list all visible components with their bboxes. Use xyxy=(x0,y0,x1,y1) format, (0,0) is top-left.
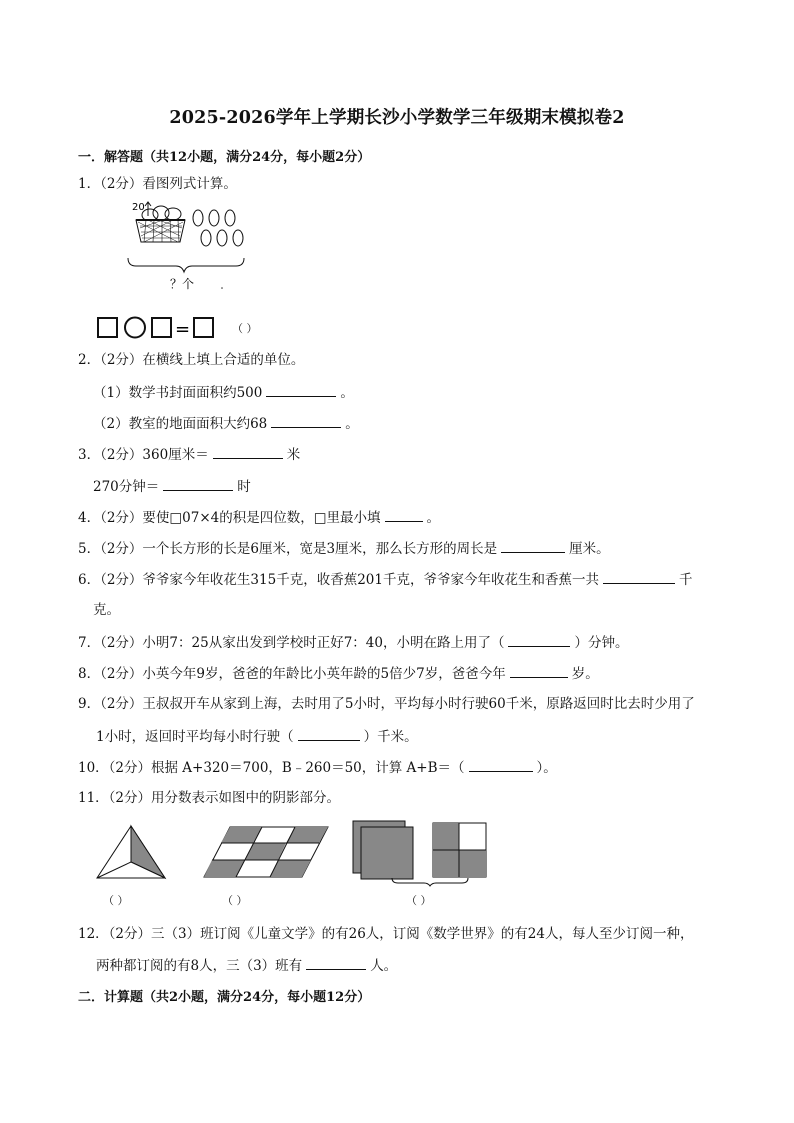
section-1-heading: 一．解答题（共12小题，满分24分，每小题2分） xyxy=(78,150,371,165)
page-title: 2025-2026学年上学期长沙小学数学三年级期末模拟卷2 xyxy=(169,108,625,128)
equation-boxes xyxy=(97,316,227,340)
answer-blank[interactable] xyxy=(385,507,423,522)
brace-label: ？个 xyxy=(170,277,195,291)
parallelogram-figure xyxy=(204,826,332,878)
q11-answer-paren-1: （ ） xyxy=(103,894,129,907)
section-2-heading: 二．计算题（共2小题，满分24分，每小题12分） xyxy=(78,990,371,1005)
question-3: 3．（2分）360厘米＝ 米 xyxy=(78,444,300,465)
answer-blank[interactable] xyxy=(508,632,570,647)
answer-blank[interactable] xyxy=(266,382,336,397)
question-4: 4．（2分）要使□07×4的积是四位数，□里最小填 。 xyxy=(78,507,440,528)
q1-answer-paren: （ ） xyxy=(232,322,258,335)
question-2: 2．（2分）在横线上填上合适的单位。 xyxy=(78,352,305,368)
question-8: 8．（2分）小英今年9岁，爸爸的年龄比小英年龄的5倍少7岁，爸爸今年 岁。 xyxy=(78,663,599,684)
answer-blank[interactable] xyxy=(163,476,233,491)
question-5: 5．（2分）一个长方形的长是6厘米，宽是3厘米，那么长方形的周长是 厘米。 xyxy=(78,538,610,559)
triangle-figure xyxy=(95,824,167,880)
answer-blank[interactable] xyxy=(510,663,568,678)
question-10: 10．（2分）根据 A+320＝700，B﹣260＝50，计算 A+B＝（ ）。 xyxy=(78,757,557,778)
answer-blank[interactable] xyxy=(213,444,283,459)
question-7: 7．（2分）小明7：25从家出发到学校时正好7：40，小明在路上用了（ ）分钟。 xyxy=(78,632,628,653)
squares-figure xyxy=(352,820,490,886)
svg-text:=: = xyxy=(175,319,191,340)
question-6: 6．（2分）爷爷家今年收花生315千克，收香蕉201千克，爷爷家今年收花生和香蕉一共 千 xyxy=(78,569,692,590)
question-1: 1．（2分）看图列式计算。 xyxy=(78,176,237,192)
question-2-sub2: （2）教室的地面面积大约68 。 xyxy=(93,413,359,434)
question-3-sub: 270分钟＝ 时 xyxy=(93,476,251,497)
question-2-sub1: （1）数学书封面面积约500 。 xyxy=(93,382,354,403)
basket-count-label: 20 xyxy=(132,202,145,213)
question-9-cont: 1小时，返回时平均每小时行驶（ ）千米。 xyxy=(96,726,418,747)
answer-blank[interactable] xyxy=(603,569,675,584)
question-12-cont: 两种都订阅的有8人，三（3）班有 人。 xyxy=(96,955,397,976)
q11-answer-paren-2: （ ） xyxy=(222,894,248,907)
question-6-cont: 克。 xyxy=(93,602,120,618)
answer-blank[interactable] xyxy=(306,955,366,970)
answer-blank[interactable] xyxy=(298,726,360,741)
question-12: 12．（2分）三（3）班订阅《儿童文学》的有26人，订阅《数学世界》的有24人，每人至少订阅一种， xyxy=(78,926,694,942)
q11-answer-paren-3: （ ） xyxy=(406,894,432,907)
answer-blank[interactable] xyxy=(271,413,341,428)
question-11: 11．（2分）用分数表示如图中的阴影部分。 xyxy=(78,790,341,806)
question-9: 9．（2分）王叔叔开车从家到上海，去时用了5小时，平均每小时行驶60千米，原路返回时比去时少用了 xyxy=(78,696,695,712)
basket-figure xyxy=(128,198,248,291)
answer-blank[interactable] xyxy=(501,538,565,553)
answer-blank[interactable] xyxy=(469,757,533,772)
